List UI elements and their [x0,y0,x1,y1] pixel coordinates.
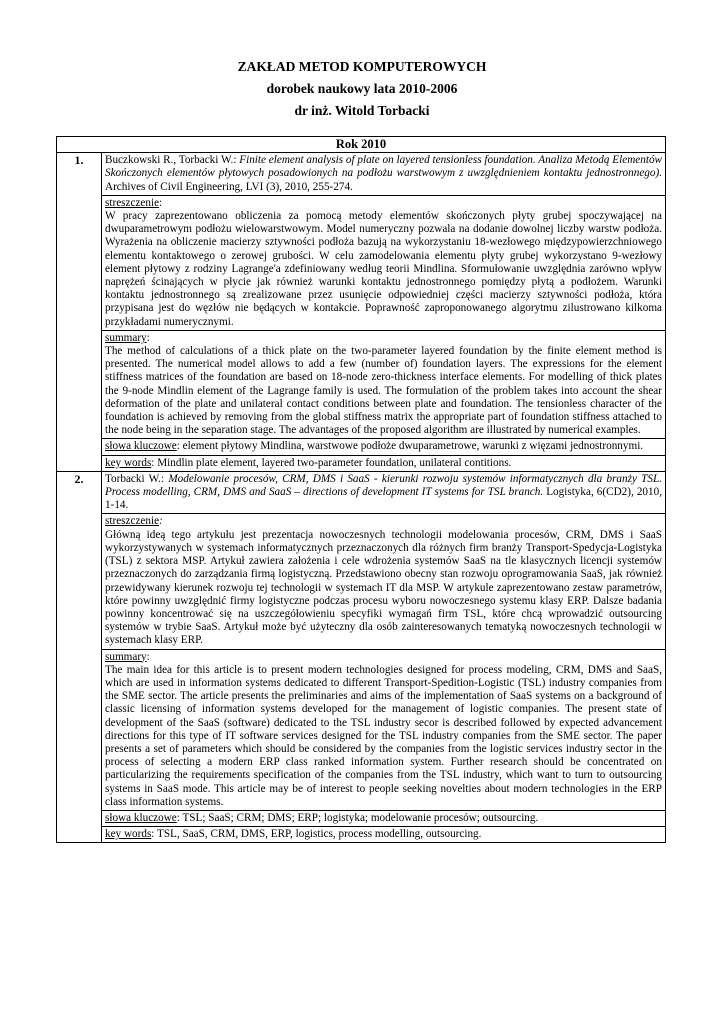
keywords-en-label: key words [105,456,152,469]
label-colon: : [146,331,150,344]
year-label: Rok 2010 [57,137,666,153]
table-row [57,153,666,196]
label-colon: : [146,650,150,663]
streszczenie-cell [102,514,666,649]
keywords-en-cell [102,827,666,843]
keywords-pl-label: słowa kluczowe [105,440,177,453]
streszczenie-cell [102,195,666,330]
citation-title: Finite element analysis of plate on layered tensionless foundation. Analiza Metodą Elementów Skończonych elementów płytowych posadowionych na podłożu warstwowym z uwzględnieniem kontaktu jednostronnego). [105,154,662,180]
citation-source: Archives of Civil Engineering, LVI (3), 2010, 255-274. [105,180,353,193]
citation-title: Modelowanie procesów, CRM, DMS i SaaS - kierunki rozwoju systemów informatycznych dla branży TSL. Process modelling, CRM, DMS and SaaS – directions of development IT systems for TSL branch. [105,472,662,499]
citation-cell [102,471,666,514]
table-row [57,649,666,810]
table-row [57,514,666,649]
document-subtitle: dorobek naukowy lata 2010-2006 [266,81,458,96]
table-row [57,195,666,330]
author-name: dr inż. Witold Torbacki [294,103,430,118]
summary-cell [102,330,666,439]
citation-cell [102,153,666,196]
table-row [57,471,666,514]
summary-text: The method of calculations of a thick plate on the two-parameter layered foundation by the finite element method is presented. The numerical model allows to add a few (number of) foundation layers. The expressions for the element stiffness matrices of the foundation are based on 18-node zero-thickness interface elements. For modelling of thick plates the 9-node Mindlin element of the Lagrange family is used. The formulation of the problem takes into account the shear deformation of the plate and unilateral contact conditions between plate and foundation. The tensionless character of the foundation is achieved by removing from the global stiffness matrix the appropriate part of foundation stiffness attached to the node being in the separation stage. The advantages of the proposed algorithm are illustrated by numerical examples. [105,345,662,437]
citation-authors: Torbacki W.: [105,472,169,485]
document-header [0,56,724,122]
label-colon: : [159,515,163,528]
streszczenie-label: streszczenie [105,196,160,209]
year-row [57,137,666,153]
table-row [57,455,666,471]
institution-title: ZAKŁAD METOD KOMPUTEROWYCH [237,59,487,74]
summary-label: summary [105,650,147,663]
keywords-en-text: : Mindlin plate element, layered two-parameter foundation, unilateral contitions. [151,456,512,469]
keywords-pl-text: : element płytowy Mindlina, warstwowe podłoże dwuparametrowe, warunki z więzami jednostronnymi. [176,440,644,453]
entry-number: 1. [57,153,102,472]
table-row [57,439,666,455]
keywords-pl-label: słowa kluczowe [105,811,177,824]
keywords-en-text: : TSL, SaaS, CRM, DMS, ERP, logistics, process modelling, outsourcing. [151,828,482,841]
keywords-pl-cell [102,810,666,826]
table-row [57,810,666,826]
keywords-pl-cell [102,439,666,455]
streszczenie-text: W pracy zaprezentowano obliczenia za pomocą metody elementów skończonych płyty grubej spoczywającej na dwuparametrowym podłożu wielowarstwowym. Model numeryczny pozwala na dodanie dowolnej liczby warstw podłoża. Wyrażenia na obliczenie macierzy sztywności podłoża bazują na wykorzystaniu 18-wezłowego międzypowierzchniowego elementu kontaktowego o zerowej grubości. W celu zamodelowania elementu płyty grubej wykorzystano 9-wezłowy element płytowy z rodziny Lagrange'a zdefiniowany według teorii Mindlina. Sformułowanie uwzględnia zarówno wpływ naprężeń ścinających w płycie jak również warunki kontaktu jednostronnego pomiędzy płytą a podłożem. Warunki kontaktu jednostronnego są zrealizowane przez usunięcie odpowiedniej części macierzy sztywności podłoża, która przypisana jest do węzłów nie będących w kontakcie. Poprawność zaproponowanego algorytmu zilustrowano kilkoma przykładami numerycznymi. [105,210,662,328]
keywords-pl-text: : TSL; SaaS; CRM; DMS; ERP; logistyka; modelowanie procesów; outsourcing. [176,811,539,824]
table-row [57,330,666,439]
keywords-en-cell [102,455,666,471]
streszczenie-label: streszczenie [105,515,160,528]
streszczenie-text: Główną ideą tego artykułu jest prezentacja nowoczesnych technologii modelowania procesów, CRM, DMS i SaaS wykorzystywanych w systemach informatycznych przeznaczonych dla różnych firm branży Transport-Spedycja-Logistyka (TSL) z sektora MSP. Artykuł zawiera założenia i cele wdrożenia systemów SaaS na tle klasycznych licencji systemów przeznaczonych do zarządzania firmą logistyczną. Przedstawiono obecny stan rozwoju oprogramowania SaaS, jak również przewidywany kierunek rozwoju tej technologii w systemach IT dla MSP. W artykule zaprezentowano zestaw parametrów, które powinny uwzględnić firmy logistyczne podczas procesu wyboru nowoczesnego systemu klasy ERP. Dalsze badania powinny koncentrować się na uszczegółowieniu specyfiki wymagań firm TSL, które chcą wprowadzić outsourcing systemów w trybie SaaS. Artykuł może być użyteczny dla osób zainteresowanych tematyką nowoczesnych technologii w systemach klasy ERP. [105,528,662,647]
summary-text: The main idea for this article is to present modern technologies designed for process modeling, CRM, DMS and SaaS, which are used in information systems dedicated to different Transport-Spedition-Logistic (TSL) industry companies from the SME sector. The article presents the preliminaries and aims of the implementation of SaaS systems on a background of classic licensing of information systems developed for the management of logistic companies. The present state of development of the SaaS (software) dedicated to the TSL industry secor is described followed by expected advancement directions for this type of IT software services designed for the TSL industry companies from the SME sector. The paper presents a set of parameters which should be considered by the companies from the logistic services industry sector in the process of selecting a modern ERP class ranked information system. Further research should be concentrated on particularizing the requirements specification of the companies from the TSL industry, which want to turn to outsourcing systems in SaaS mode. This article may be of interest to people seeking novelties about modern technologies in the ERP class information systems. [105,663,662,808]
summary-cell [102,649,666,810]
entry-number: 2. [57,471,102,842]
citation-source: Logistyka, 6(CD2), 2010, 1-14. [105,486,662,512]
publications-table [56,136,666,843]
label-colon: : [159,196,163,209]
table-row [57,827,666,843]
summary-label: summary [105,331,147,344]
citation-authors: Buczkowski R., Torbacki W.: [105,154,240,167]
keywords-en-label: key words [105,828,152,841]
